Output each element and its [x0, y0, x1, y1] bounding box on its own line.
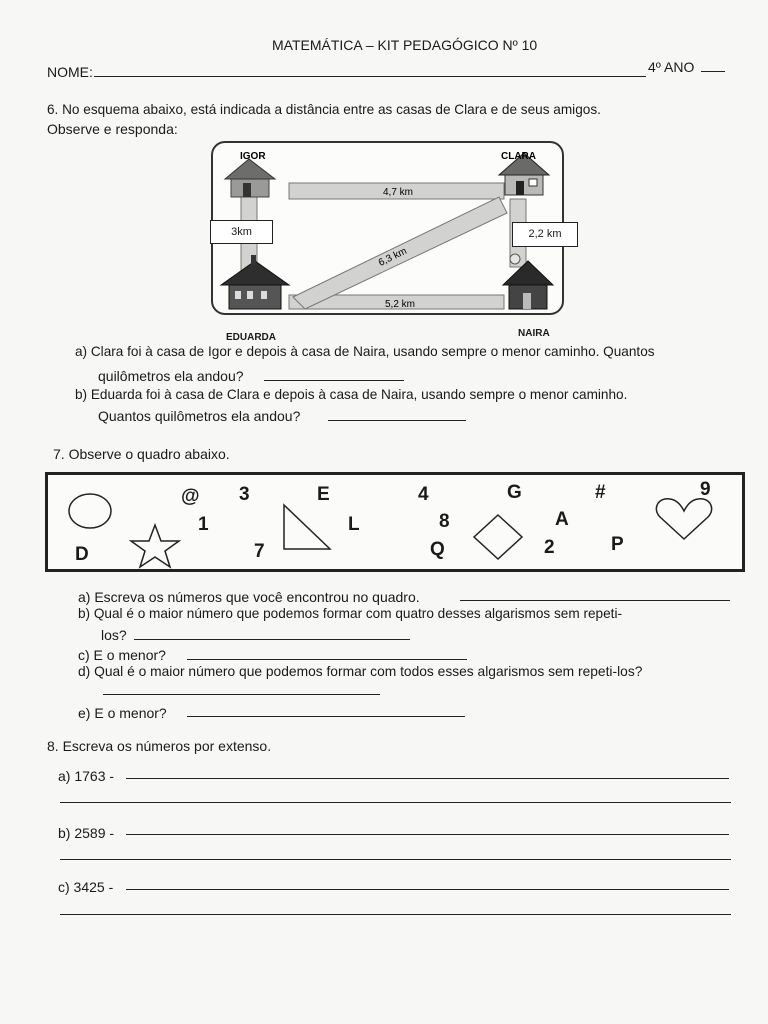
- distance-eduarda-naira: 5,2 km: [385, 299, 416, 310]
- house-label-igor: IGOR: [240, 151, 266, 162]
- q8-c-answer-field-2[interactable]: [60, 914, 731, 915]
- triangle-shape-icon: [284, 505, 330, 549]
- q7-c-answer-field[interactable]: [187, 659, 467, 660]
- q7-e: e) E o menor?: [78, 705, 167, 721]
- symbol-9: 9: [700, 479, 711, 500]
- symbol-A: A: [555, 509, 569, 530]
- q6-b-line1: b) Eduarda foi à casa de Clara e depois à casa de Naira, usando sempre o menor caminho.: [75, 387, 628, 402]
- distance-igor-clara: 4,7 km: [383, 187, 414, 198]
- q6-statement-line1: 6. No esquema abaixo, está indicada a distância entre as casas de Clara e de seus amigos.: [47, 102, 601, 117]
- q6-a-answer-field[interactable]: [264, 380, 404, 381]
- house-label-clara: CLARA: [501, 151, 536, 162]
- q8-item-c: c) 3425 -: [58, 879, 114, 895]
- symbol-D: D: [75, 544, 89, 565]
- distance-box-igor-eduarda: 3km: [210, 220, 273, 244]
- q7-a: a) Escreva os números que você encontrou no quadro.: [78, 589, 420, 605]
- house-label-naira: NAIRA: [518, 328, 550, 339]
- q7-e-answer-field[interactable]: [187, 716, 465, 717]
- symbol-board: [45, 472, 745, 572]
- q6-a-line1: a) Clara foi à casa de Igor e depois à casa de Naira, usando sempre o menor caminho. Quantos: [75, 344, 655, 359]
- q6-b-answer-field[interactable]: [328, 420, 466, 421]
- q7-b-answer-field[interactable]: [134, 639, 410, 640]
- distance-box-clara-naira: 2,2 km: [512, 222, 578, 247]
- q8-a-answer-field[interactable]: [126, 778, 729, 779]
- house-label-eduarda: EDUARDA: [226, 332, 276, 343]
- q8-item-a: a) 1763 -: [58, 768, 115, 784]
- symbol-P: P: [611, 534, 624, 555]
- eduarda-house-icon: [221, 255, 289, 309]
- symbol-4: 4: [418, 484, 429, 505]
- q7-b-line1: b) Qual é o maior número que podemos formar com quatro desses algarismos sem repeti-: [78, 606, 622, 621]
- q6-a-line2: quilômetros ela andou?: [98, 368, 244, 384]
- q8-statement: 8. Escreva os números por extenso.: [47, 738, 272, 754]
- q8-c-answer-field[interactable]: [126, 889, 729, 890]
- star-shape-icon: [131, 525, 179, 567]
- grade-field[interactable]: [701, 71, 725, 72]
- symbol-2: 2: [544, 537, 555, 558]
- q8-b-answer-field-2[interactable]: [60, 859, 731, 860]
- symbol-at: @: [181, 486, 200, 507]
- board-shapes: [48, 475, 742, 569]
- page-title: MATEMÁTICA – KIT PEDAGÓGICO Nº 10: [272, 37, 538, 53]
- q8-b-answer-field[interactable]: [126, 834, 729, 835]
- heart-shape-icon: [656, 499, 711, 539]
- symbol-hash: #: [595, 482, 606, 503]
- q8-a-answer-field-2[interactable]: [60, 802, 731, 803]
- igor-house-icon: [225, 159, 275, 197]
- symbol-7: 7: [254, 541, 265, 562]
- circle-shape-icon: [69, 494, 111, 528]
- q8-item-b: b) 2589 -: [58, 825, 115, 841]
- q7-d-answer-field[interactable]: [103, 694, 380, 695]
- q7-d: d) Qual é o maior número que podemos formar com todos esses algarismos sem repeti-los?: [78, 664, 643, 679]
- q7-c: c) E o menor?: [78, 647, 166, 663]
- q7-a-answer-field[interactable]: [460, 600, 730, 601]
- symbol-L: L: [348, 514, 360, 535]
- diamond-shape-icon: [474, 515, 522, 559]
- symbol-8: 8: [439, 511, 450, 532]
- distance-eduarda-clara: 6,3 km: [376, 245, 409, 269]
- name-label: NOME:: [47, 64, 93, 80]
- symbol-G: G: [507, 482, 522, 503]
- grade-label: 4º ANO: [648, 59, 695, 75]
- q6-b-line2: Quantos quilômetros ela andou?: [98, 408, 301, 424]
- symbol-Q: Q: [430, 539, 445, 560]
- symbol-3: 3: [239, 484, 250, 505]
- symbol-E: E: [317, 484, 330, 505]
- q6-statement-line2: Observe e responda:: [47, 121, 178, 137]
- name-field[interactable]: [94, 76, 646, 77]
- q7-statement: 7. Observe o quadro abaixo.: [53, 446, 230, 462]
- q7-b-line2: los?: [101, 627, 127, 643]
- symbol-1: 1: [198, 514, 209, 535]
